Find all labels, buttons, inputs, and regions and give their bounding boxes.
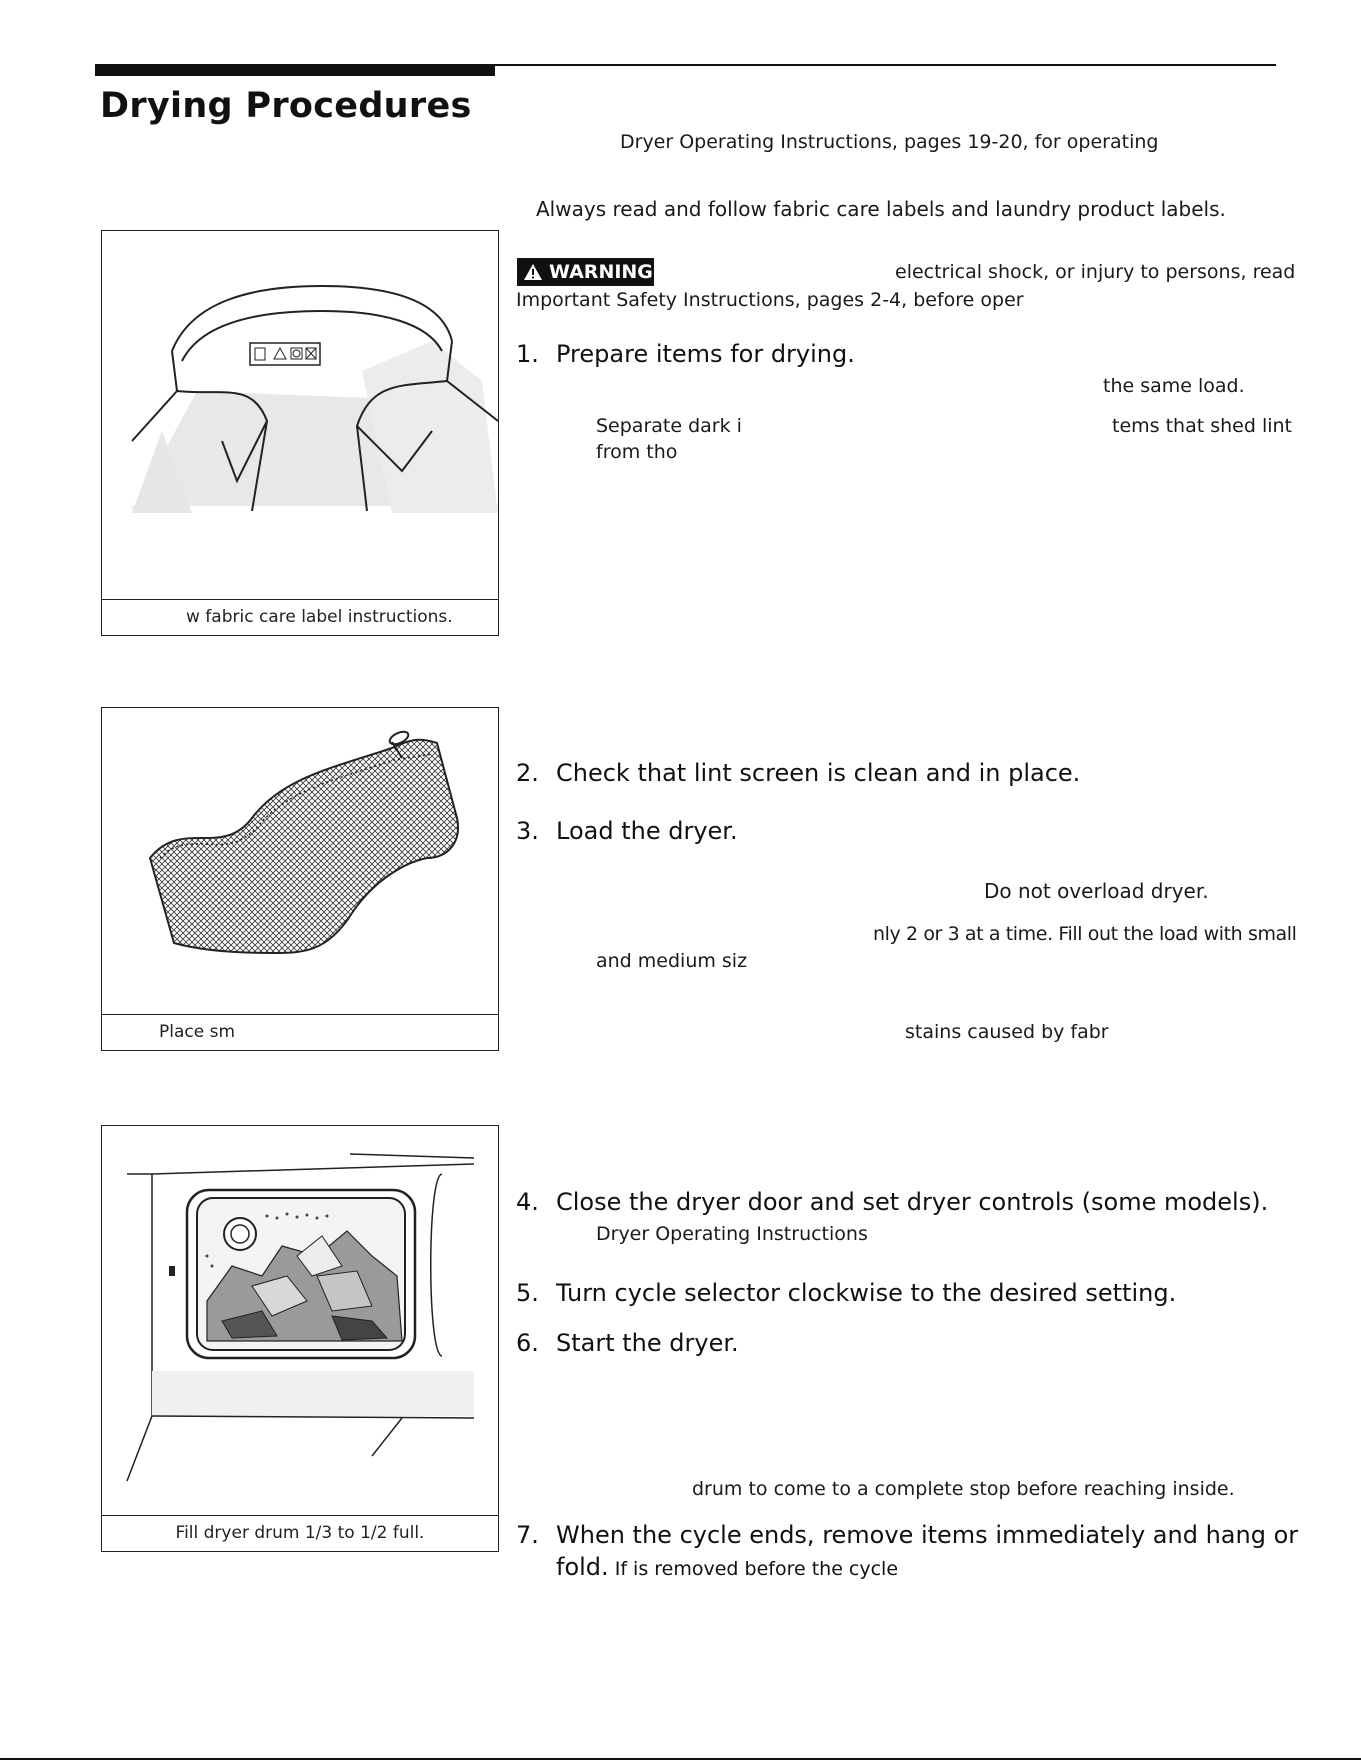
warning-label: WARNING — [549, 261, 653, 283]
step-3-only: nly 2 or 3 at a time. Fill out the load with small — [873, 923, 1297, 945]
step-3-stains: stains caused by fabr — [905, 1021, 1109, 1043]
step-3-number: 3. — [516, 817, 539, 845]
step-6-drum-note: drum to come to a complete stop before reaching inside. — [692, 1478, 1235, 1500]
dryer-drum-illustration — [102, 1126, 498, 1515]
figure-3-caption: Fill dryer drum 1/3 to 1/2 full. — [102, 1515, 498, 1551]
warning-line-2 — [516, 289, 1024, 311]
figure-2-caption: Place sm — [102, 1014, 498, 1050]
step-1-from: from tho — [596, 441, 678, 463]
fabric-care-note: Always read and follow fabric care labels and laundry product labels. — [536, 197, 1226, 221]
step-1-separate-right: tems that shed lint — [1112, 415, 1292, 437]
step-1-text: Prepare items for drying. — [556, 340, 855, 368]
step-2-number: 2. — [516, 759, 539, 787]
step-1-separate-left: Separate dark i — [596, 415, 742, 437]
step-7-text: When the cycle ends, remove items immediately and hang or — [556, 1521, 1299, 1549]
step-5-heading — [516, 1279, 1176, 1307]
operating-reference — [620, 131, 1158, 153]
figure-mesh-bag — [101, 707, 499, 1051]
shirt-collar-illustration — [102, 231, 498, 599]
step-6-heading — [516, 1329, 739, 1357]
safety-instructions-rest: , pages 2-4, before oper — [794, 289, 1024, 311]
step-2-heading — [516, 759, 1080, 787]
operating-reference-bold: Dryer Operating Instructions — [620, 131, 892, 153]
step-3-text: Load the dryer. — [556, 817, 738, 845]
step-4-reference: Dryer Operating Instructions — [596, 1223, 868, 1245]
footer-rule — [0, 1758, 1361, 1760]
step-2-text: Check that lint screen is clean and in place. — [556, 759, 1081, 787]
step-7-rest: If is removed before the cycle — [608, 1558, 899, 1580]
figure-dryer-drum — [101, 1125, 499, 1552]
step-7-heading — [516, 1521, 1298, 1549]
step-4-text: Close the dryer door and set dryer controls (some models). — [556, 1188, 1269, 1216]
operating-reference-rest: , pages 19-20, for operating — [891, 131, 1159, 153]
step-4-number: 4. — [516, 1188, 539, 1216]
figure-1-caption: w fabric care label instructions. — [102, 599, 498, 635]
step-5-number: 5. — [516, 1279, 539, 1307]
step-3-heading — [516, 817, 738, 845]
step-1-heading — [516, 340, 855, 368]
safety-instructions-ref: Important Safety Instructions — [516, 289, 795, 311]
header-rule-thin — [495, 64, 1276, 66]
warning-triangle-icon — [523, 263, 543, 281]
figure-shirt-collar — [101, 230, 499, 636]
step-7-number: 7. — [516, 1521, 539, 1549]
mesh-bag-illustration — [102, 708, 498, 1014]
step-1-number: 1. — [516, 340, 539, 368]
step-6-text: Start the dryer. — [556, 1329, 739, 1357]
page-title: Drying Procedures — [100, 86, 472, 126]
step-7-continuation — [556, 1553, 898, 1581]
step-6-number: 6. — [516, 1329, 539, 1357]
step-4-heading — [516, 1188, 1268, 1216]
header-rule-thick — [95, 64, 495, 76]
step-1-same-load: the same load. — [1103, 375, 1245, 397]
step-7-fold: fold. — [556, 1553, 609, 1581]
step-3-overload: Do not overload dryer. — [984, 879, 1209, 903]
warning-line-1: electrical shock, or injury to persons, read — [895, 261, 1296, 283]
step-3-medium: and medium siz — [596, 950, 748, 972]
step-5-text: Turn cycle selector clockwise to the desired setting. — [556, 1279, 1177, 1307]
warning-badge — [517, 258, 654, 286]
